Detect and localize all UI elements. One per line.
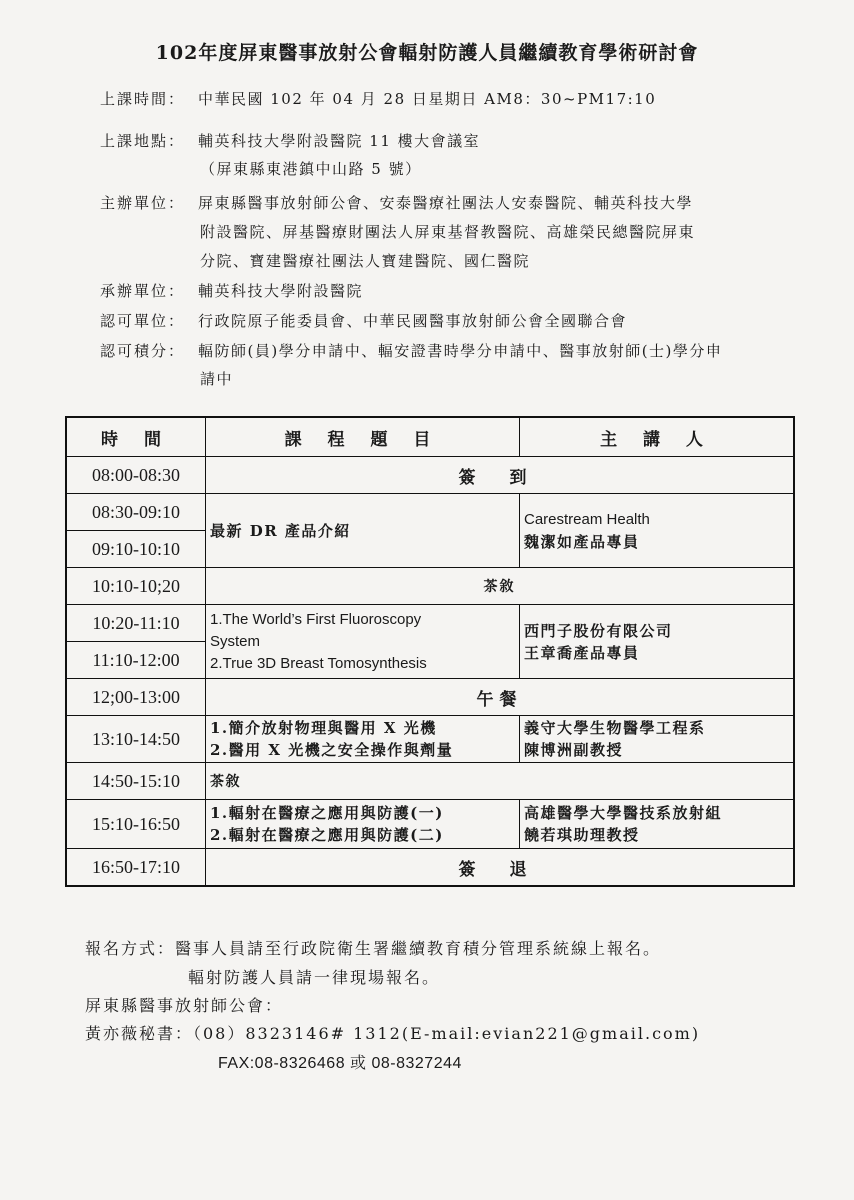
speaker-cell xyxy=(520,800,795,849)
time-cell: 10:20-11:10 xyxy=(66,605,206,642)
lunch-cell: 午餐 xyxy=(206,679,795,716)
speaker-company: Carestream Health xyxy=(524,510,650,528)
time-cell: 10:10-10;20 xyxy=(66,568,206,605)
info-value: 行政院原子能委員會、中華民國醫事放射師公會全國聯合會 xyxy=(198,312,628,330)
topic-cell xyxy=(206,800,520,849)
topic-line: 1.輻射在醫療之應用與防護(一) xyxy=(210,804,444,822)
info-credits xyxy=(100,338,816,364)
table-row xyxy=(66,763,794,800)
table-row xyxy=(66,605,794,642)
table-row xyxy=(66,716,794,763)
info-time xyxy=(100,86,816,112)
table-row xyxy=(66,849,794,887)
topic-line: 1.簡介放射物理與醫用 X 光機 xyxy=(210,719,437,737)
speaker-cell xyxy=(520,494,795,568)
table-row xyxy=(66,494,794,531)
table-row xyxy=(66,800,794,849)
time-cell: 13:10-14:50 xyxy=(66,716,206,763)
registration-method: 報名方式：醫事人員請至行政院衛生署繼續教育積分管理系統線上報名。 xyxy=(85,939,662,958)
info-approval xyxy=(100,308,816,334)
info-value: 輻防師(員)學分申請中、輻安證書時學分申請中、醫事放射師(士)學分申 xyxy=(198,342,723,360)
speaker-name: 魏潔如產品專員 xyxy=(524,532,640,551)
table-row xyxy=(66,679,794,716)
time-cell: 15:10-16:50 xyxy=(66,800,206,849)
association-name: 屏東縣醫事放射師公會： xyxy=(85,996,284,1015)
topic-line: System xyxy=(210,632,261,650)
break-cell: 茶敘 xyxy=(206,568,795,605)
info-host xyxy=(100,278,816,304)
checkin-cell: 簽 到 xyxy=(206,457,795,494)
speaker-dept: 高雄醫學大學醫技系放射組 xyxy=(524,804,723,822)
contact-info: 黃亦薇秘書：（08）8323146# 1312(E-mail:evian221@gmail.com) xyxy=(85,1024,701,1043)
time-cell: 09:10-10:10 xyxy=(66,531,206,568)
time-cell: 14:50-15:10 xyxy=(66,763,206,800)
info-value: 輔英科技大學附設醫院 11 樓大會議室 xyxy=(198,132,481,150)
info-value: 屏東縣醫事放射師公會、安泰醫療社團法人安泰醫院、輔英科技大學 xyxy=(198,194,694,212)
info-value: 輔英科技大學附設醫院 xyxy=(198,282,364,300)
speaker-cell xyxy=(520,716,795,763)
fax-info: FAX:08-8326468 或 08-8327244 xyxy=(218,1055,462,1072)
topic-line: 2.True 3D Breast Tomosynthesis xyxy=(210,654,427,672)
topic-line: 2.輻射在醫療之應用與防護(二) xyxy=(210,826,444,844)
info-organizer-cont: 分院、寶建醫療社團法人寶建醫院、國仁醫院 xyxy=(200,252,531,270)
info-label: 認可積分： xyxy=(100,342,186,360)
time-cell: 08:00-08:30 xyxy=(66,457,206,494)
info-label: 上課時間： xyxy=(100,90,186,108)
info-location xyxy=(100,128,816,154)
info-organizer-cont: 附設醫院、屏基醫療財團法人屏東基督教醫院、高雄榮民總醫院屏東 xyxy=(200,223,696,241)
info-label: 上課地點： xyxy=(100,132,186,150)
speaker-name: 王章喬產品專員 xyxy=(524,643,640,662)
topic-cell: 最新 DR 產品介紹 xyxy=(206,494,520,568)
speaker-company: 西門子股份有限公司 xyxy=(524,621,673,640)
document-title: 102年度屏東醫事放射公會輻射防護人員繼續教育學術研討會 xyxy=(155,42,699,64)
table-header-row xyxy=(66,417,794,457)
info-location-address: （屏東縣東港鎮中山路 5 號） xyxy=(200,160,422,178)
time-cell: 16:50-17:10 xyxy=(66,849,206,887)
time-cell: 12;00-13:00 xyxy=(66,679,206,716)
topic-cell xyxy=(206,605,520,679)
topic-cell xyxy=(206,716,520,763)
info-organizer xyxy=(100,190,816,216)
header-time: 時 間 xyxy=(66,417,206,457)
header-speaker: 主 講 人 xyxy=(520,417,795,457)
speaker-cell xyxy=(520,605,795,679)
info-credits-cont: 請中 xyxy=(200,370,234,388)
info-value: 中華民國 102 年 04 月 28 日星期日 AM8：30~PM17:10 xyxy=(198,90,657,108)
info-label: 認可單位： xyxy=(100,312,186,330)
registration-note: 輻射防護人員請一律現場報名。 xyxy=(188,968,441,987)
time-cell: 08:30-09:10 xyxy=(66,494,206,531)
topic-line: 2.醫用 X 光機之安全操作與劑量 xyxy=(210,741,454,759)
break-cell: 茶敘 xyxy=(206,763,795,800)
topic-line: 1.The World’s First Fluoroscopy xyxy=(210,610,422,628)
speaker-dept: 義守大學生物醫學工程系 xyxy=(524,719,706,737)
header-topic: 課 程 題 目 xyxy=(206,417,520,457)
speaker-name: 饒若琪助理教授 xyxy=(524,826,640,844)
speaker-name: 陳博洲副教授 xyxy=(524,741,624,759)
time-cell: 11:10-12:00 xyxy=(66,642,206,679)
schedule-table xyxy=(65,416,795,887)
info-label: 主辦單位： xyxy=(100,194,186,212)
info-label: 承辦單位： xyxy=(100,282,186,300)
table-row xyxy=(66,568,794,605)
table-row xyxy=(66,457,794,494)
checkout-cell: 簽 退 xyxy=(206,849,795,887)
